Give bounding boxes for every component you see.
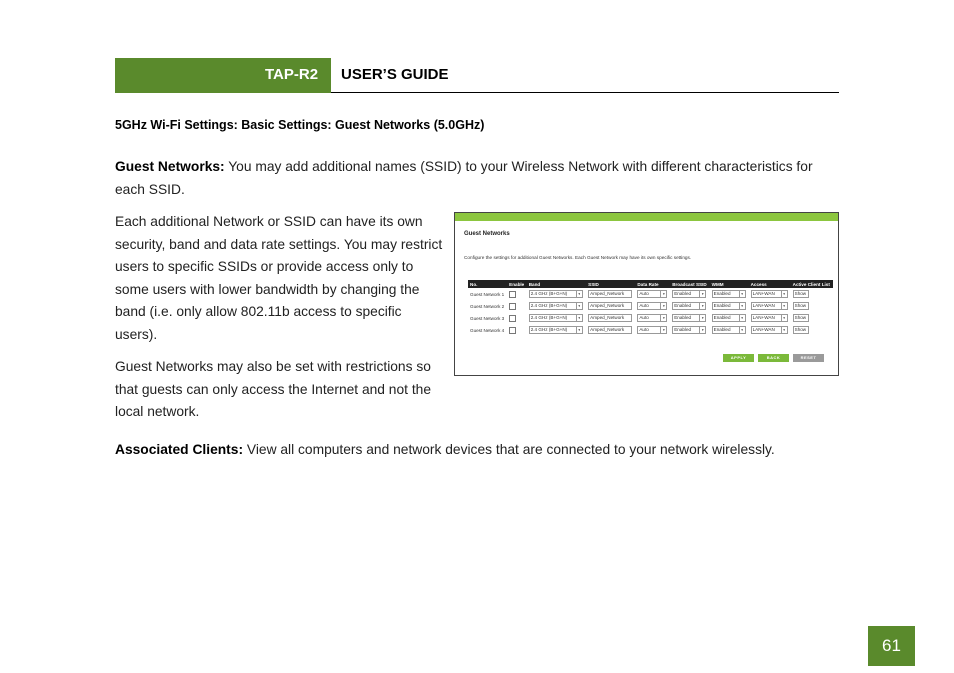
chevron-down-icon: ▾ — [699, 315, 705, 321]
table-row — [468, 300, 833, 312]
col-data-rate: Data Rate — [635, 280, 670, 288]
associated-clients-lead: Associated Clients: — [115, 442, 244, 457]
guest-networks-table — [468, 280, 833, 336]
associated-clients-paragraph — [115, 439, 840, 462]
col-access: Access — [749, 280, 791, 288]
chevron-down-icon: ▾ — [739, 303, 745, 309]
access-select[interactable]: LAN+WAN ▾ — [751, 302, 788, 310]
chevron-down-icon: ▾ — [576, 315, 582, 321]
chevron-down-icon: ▾ — [660, 303, 666, 309]
ssid-input[interactable]: Amped_Network — [588, 290, 632, 298]
chevron-down-icon: ▾ — [739, 315, 745, 321]
col-band: Band — [527, 280, 586, 288]
table-row — [468, 324, 833, 336]
chevron-down-icon: ▾ — [781, 303, 787, 309]
product-name: TAP-R2 — [265, 66, 319, 83]
chevron-down-icon: ▾ — [699, 327, 705, 333]
enable-checkbox[interactable] — [509, 303, 516, 310]
page-number: 61 — [868, 626, 915, 666]
guest-networks-paragraph — [115, 156, 840, 201]
wmm-select[interactable]: Enabled ▾ — [712, 314, 746, 322]
screenshot-top-bar — [455, 213, 838, 221]
table-row — [468, 312, 833, 324]
chevron-down-icon: ▾ — [660, 291, 666, 297]
broadcast-ssid-select[interactable]: Enabled ▾ — [672, 326, 706, 334]
guide-title: USER’S GUIDE — [341, 66, 449, 83]
back-button[interactable]: BACK — [758, 354, 789, 362]
col-active-client-list: Active Client List — [791, 280, 833, 288]
ssid-input[interactable]: Amped_Network — [588, 302, 632, 310]
network-name: Guest Network 1 — [470, 291, 505, 297]
chevron-down-icon: ▾ — [660, 315, 666, 321]
apply-button[interactable]: APPLY — [723, 354, 754, 362]
data-rate-select[interactable]: Auto ▾ — [637, 302, 667, 310]
reset-button[interactable]: RESET — [793, 354, 824, 362]
broadcast-ssid-select[interactable]: Enabled ▾ — [672, 314, 706, 322]
band-select[interactable]: 2.4 GHz (B+G+N) ▾ — [529, 314, 583, 322]
chevron-down-icon: ▾ — [781, 291, 787, 297]
chevron-down-icon: ▾ — [781, 315, 787, 321]
broadcast-ssid-select[interactable]: Enabled ▾ — [672, 290, 706, 298]
access-select[interactable]: LAN+WAN ▾ — [751, 314, 788, 322]
table-header-row — [468, 280, 833, 288]
band-select[interactable]: 2.4 GHz (B+G+N) ▾ — [529, 302, 583, 310]
data-rate-select[interactable]: Auto ▾ — [637, 290, 667, 298]
data-rate-select[interactable]: Auto ▾ — [637, 326, 667, 334]
network-name: Guest Network 4 — [470, 327, 505, 333]
each-additional-paragraph: Each additional Network or SSID can have its own security, band and data rate settings. You may restrict users to specific SSIDs or provide access only to some users with lower bandwidth by changing the band (i.e. only allow 802.11b access to specific users). — [115, 214, 443, 342]
col-enable: Enable — [507, 280, 527, 288]
chevron-down-icon: ▾ — [739, 291, 745, 297]
wmm-select[interactable]: Enabled ▾ — [712, 290, 746, 298]
show-clients-button[interactable]: Show — [793, 290, 809, 298]
chevron-down-icon: ▾ — [781, 327, 787, 333]
enable-checkbox[interactable] — [509, 315, 516, 322]
associated-clients-text: View all computers and network devices that are connected to your network wirelessly. — [243, 442, 775, 457]
data-rate-select[interactable]: Auto ▾ — [637, 314, 667, 322]
col-wmm: WMM — [710, 280, 749, 288]
network-name: Guest Network 3 — [470, 315, 505, 321]
ssid-input[interactable]: Amped_Network — [588, 326, 632, 334]
chevron-down-icon: ▾ — [576, 291, 582, 297]
chevron-down-icon: ▾ — [576, 303, 582, 309]
screenshot-title: Guest Networks — [464, 231, 510, 237]
header-rule — [331, 92, 839, 93]
broadcast-ssid-select[interactable]: Enabled ▾ — [672, 302, 706, 310]
chevron-down-icon: ▾ — [576, 327, 582, 333]
chevron-down-icon: ▾ — [739, 327, 745, 333]
col-no: No. — [468, 280, 507, 288]
guest-networks-lead: Guest Networks: — [115, 159, 225, 174]
section-title: 5GHz Wi-Fi Settings: Basic Settings: Guest Networks (5.0GHz) — [115, 118, 485, 132]
wmm-select[interactable]: Enabled ▾ — [712, 302, 746, 310]
band-select[interactable]: 2.4 GHz (B+G+N) ▾ — [529, 290, 583, 298]
access-select[interactable]: LAN+WAN ▾ — [751, 326, 788, 334]
screenshot-description: Configure the settings for additional Guest Networks. Each Guest Network may have its own specific settings. — [464, 255, 692, 260]
guest-networks-screenshot — [454, 212, 839, 376]
ssid-input[interactable]: Amped_Network — [588, 314, 632, 322]
col-ssid: SSID — [586, 280, 635, 288]
guest-networks-text: You may add additional names (SSID) to your Wireless Network with different characteristics for each SSID. — [115, 159, 813, 197]
chevron-down-icon: ▾ — [660, 327, 666, 333]
table-row — [468, 288, 833, 300]
network-name: Guest Network 2 — [470, 303, 505, 309]
show-clients-button[interactable]: Show — [793, 302, 809, 310]
band-select[interactable]: 2.4 GHz (B+G+N) ▾ — [529, 326, 583, 334]
access-select[interactable]: LAN+WAN ▾ — [751, 290, 788, 298]
chevron-down-icon: ▾ — [699, 303, 705, 309]
chevron-down-icon: ▾ — [699, 291, 705, 297]
show-clients-button[interactable]: Show — [793, 326, 809, 334]
wmm-select[interactable]: Enabled ▾ — [712, 326, 746, 334]
col-broadcast-ssid: Broadcast SSID — [670, 280, 709, 288]
enable-checkbox[interactable] — [509, 327, 516, 334]
restrictions-paragraph: Guest Networks may also be set with restrictions so that guests can only access the Internet and not the local network. — [115, 359, 432, 419]
show-clients-button[interactable]: Show — [793, 314, 809, 322]
enable-checkbox[interactable] — [509, 291, 516, 298]
